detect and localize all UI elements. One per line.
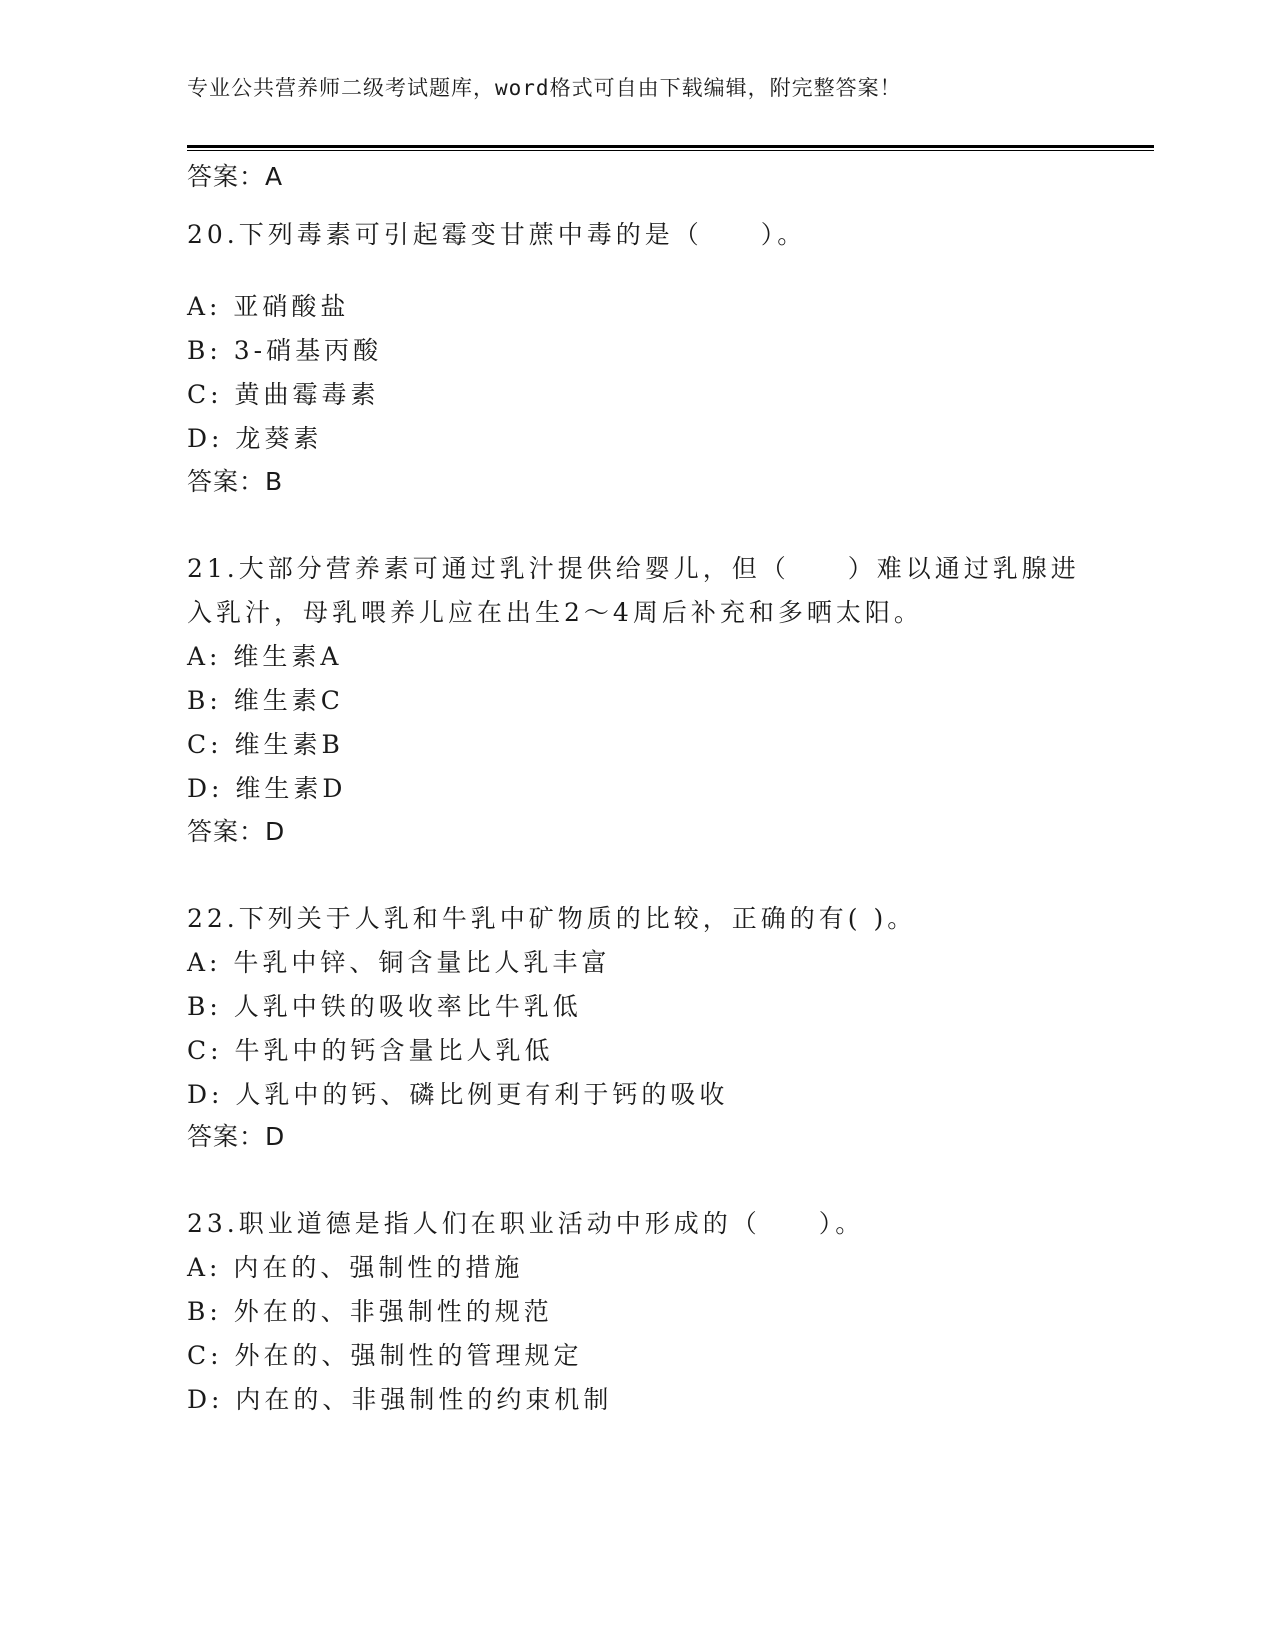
- question-20-stem: 20.下列毒素可引起霉变甘蔗中毒的是（ ）。: [187, 220, 807, 249]
- page-header: 专业公共营养师二级考试题库，word格式可自由下载编辑，附完整答案！: [187, 76, 902, 100]
- question-21-option-c: C: 维生素B: [187, 730, 344, 759]
- question-20-answer: 答案：B: [187, 467, 284, 496]
- header-divider-thin: [187, 150, 1154, 151]
- question-21-stem-line-2: 入乳汁，母乳喂养儿应在出生2～4周后补充和多晒太阳。: [187, 598, 923, 627]
- header-divider-thick: [187, 145, 1154, 148]
- question-22-option-b: B: 人乳中铁的吸收率比牛乳低: [187, 992, 582, 1021]
- question-20-option-c: C: 黄曲霉毒素: [187, 380, 380, 409]
- question-21-stem-line-1: 21.大部分营养素可通过乳汁提供给婴儿，但（ ）难以通过乳腺进: [187, 554, 1080, 583]
- question-23-option-d: D: 内在的、非强制性的约束机制: [187, 1385, 613, 1414]
- question-21-option-d: D: 维生素D: [187, 774, 347, 803]
- question-20-option-d: D: 龙葵素: [187, 424, 323, 453]
- question-20-option-a: A: 亚硝酸盐: [187, 292, 350, 321]
- question-22-answer: 答案：D: [187, 1122, 286, 1151]
- question-21-answer: 答案：D: [187, 817, 286, 846]
- question-23-option-c: C: 外在的、强制性的管理规定: [187, 1341, 583, 1370]
- question-23-option-a: A: 内在的、强制性的措施: [187, 1253, 524, 1282]
- question-22-option-d: D: 人乳中的钙、磷比例更有利于钙的吸收: [187, 1080, 729, 1109]
- question-21-option-b: B: 维生素C: [187, 686, 344, 715]
- question-22-option-c: C: 牛乳中的钙含量比人乳低: [187, 1036, 554, 1065]
- previous-answer: 答案：A: [187, 162, 284, 191]
- question-23-stem: 23.职业道德是指人们在职业活动中形成的（ ）。: [187, 1209, 865, 1238]
- question-23-option-b: B: 外在的、非强制性的规范: [187, 1297, 553, 1326]
- question-22-option-a: A: 牛乳中锌、铜含量比人乳丰富: [187, 948, 611, 977]
- question-20-option-b: B: 3-硝基丙酸: [187, 336, 383, 365]
- question-21-option-a: A: 维生素A: [187, 642, 343, 671]
- question-22-stem: 22.下列关于人乳和牛乳中矿物质的比较，正确的有( )。: [187, 904, 917, 933]
